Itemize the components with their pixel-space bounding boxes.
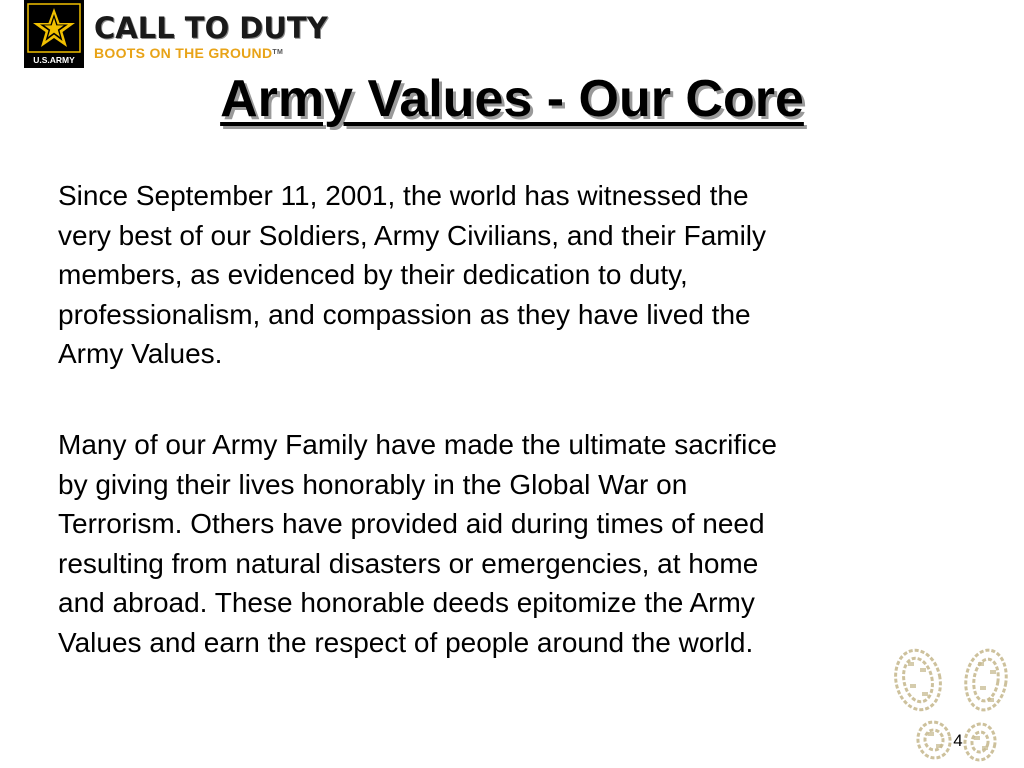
brand-title: CALL TO DUTY	[94, 11, 328, 45]
army-star-logo-icon	[24, 0, 84, 68]
paragraph-line: Army Values.	[58, 338, 223, 369]
body-paragraph-1	[58, 176, 958, 374]
slide-title: Army Values - Our Core	[220, 70, 804, 128]
paragraph-line: Many of our Army Family have made the ultimate sacrifice	[58, 429, 777, 460]
paragraph-line: professionalism, and compassion as they have lived the	[58, 298, 751, 330]
paragraph-line: Since September 11, 2001, the world has witnessed the	[58, 180, 749, 211]
brand-lockup	[92, 8, 328, 68]
body-paragraph-2	[58, 425, 958, 662]
paragraph-line: members, as evidenced by their dedication to duty,	[58, 259, 688, 290]
paragraph-line: Values and earn the respect of people around the world.	[58, 626, 754, 658]
paragraph-line: and abroad. These honorable deeds epitomize the Army	[58, 587, 755, 618]
brand-subtitle-text: BOOTS ON THE GROUND	[94, 45, 273, 61]
paragraph-line: by giving their lives honorably in the Global War on	[58, 468, 688, 500]
paragraph-line: resulting from natural disasters or emergencies, at home	[58, 547, 759, 579]
trademark-mark: TM	[272, 49, 284, 56]
paragraph-line: very best of our Soldiers, Army Civilians, and their Family	[58, 219, 767, 251]
paragraph-line: Terrorism. Others have provided aid during times of need	[58, 508, 765, 539]
army-logo-text: U.S.ARMY	[33, 55, 75, 65]
page-number: 4	[953, 731, 963, 750]
brand-subtitle	[94, 45, 283, 61]
